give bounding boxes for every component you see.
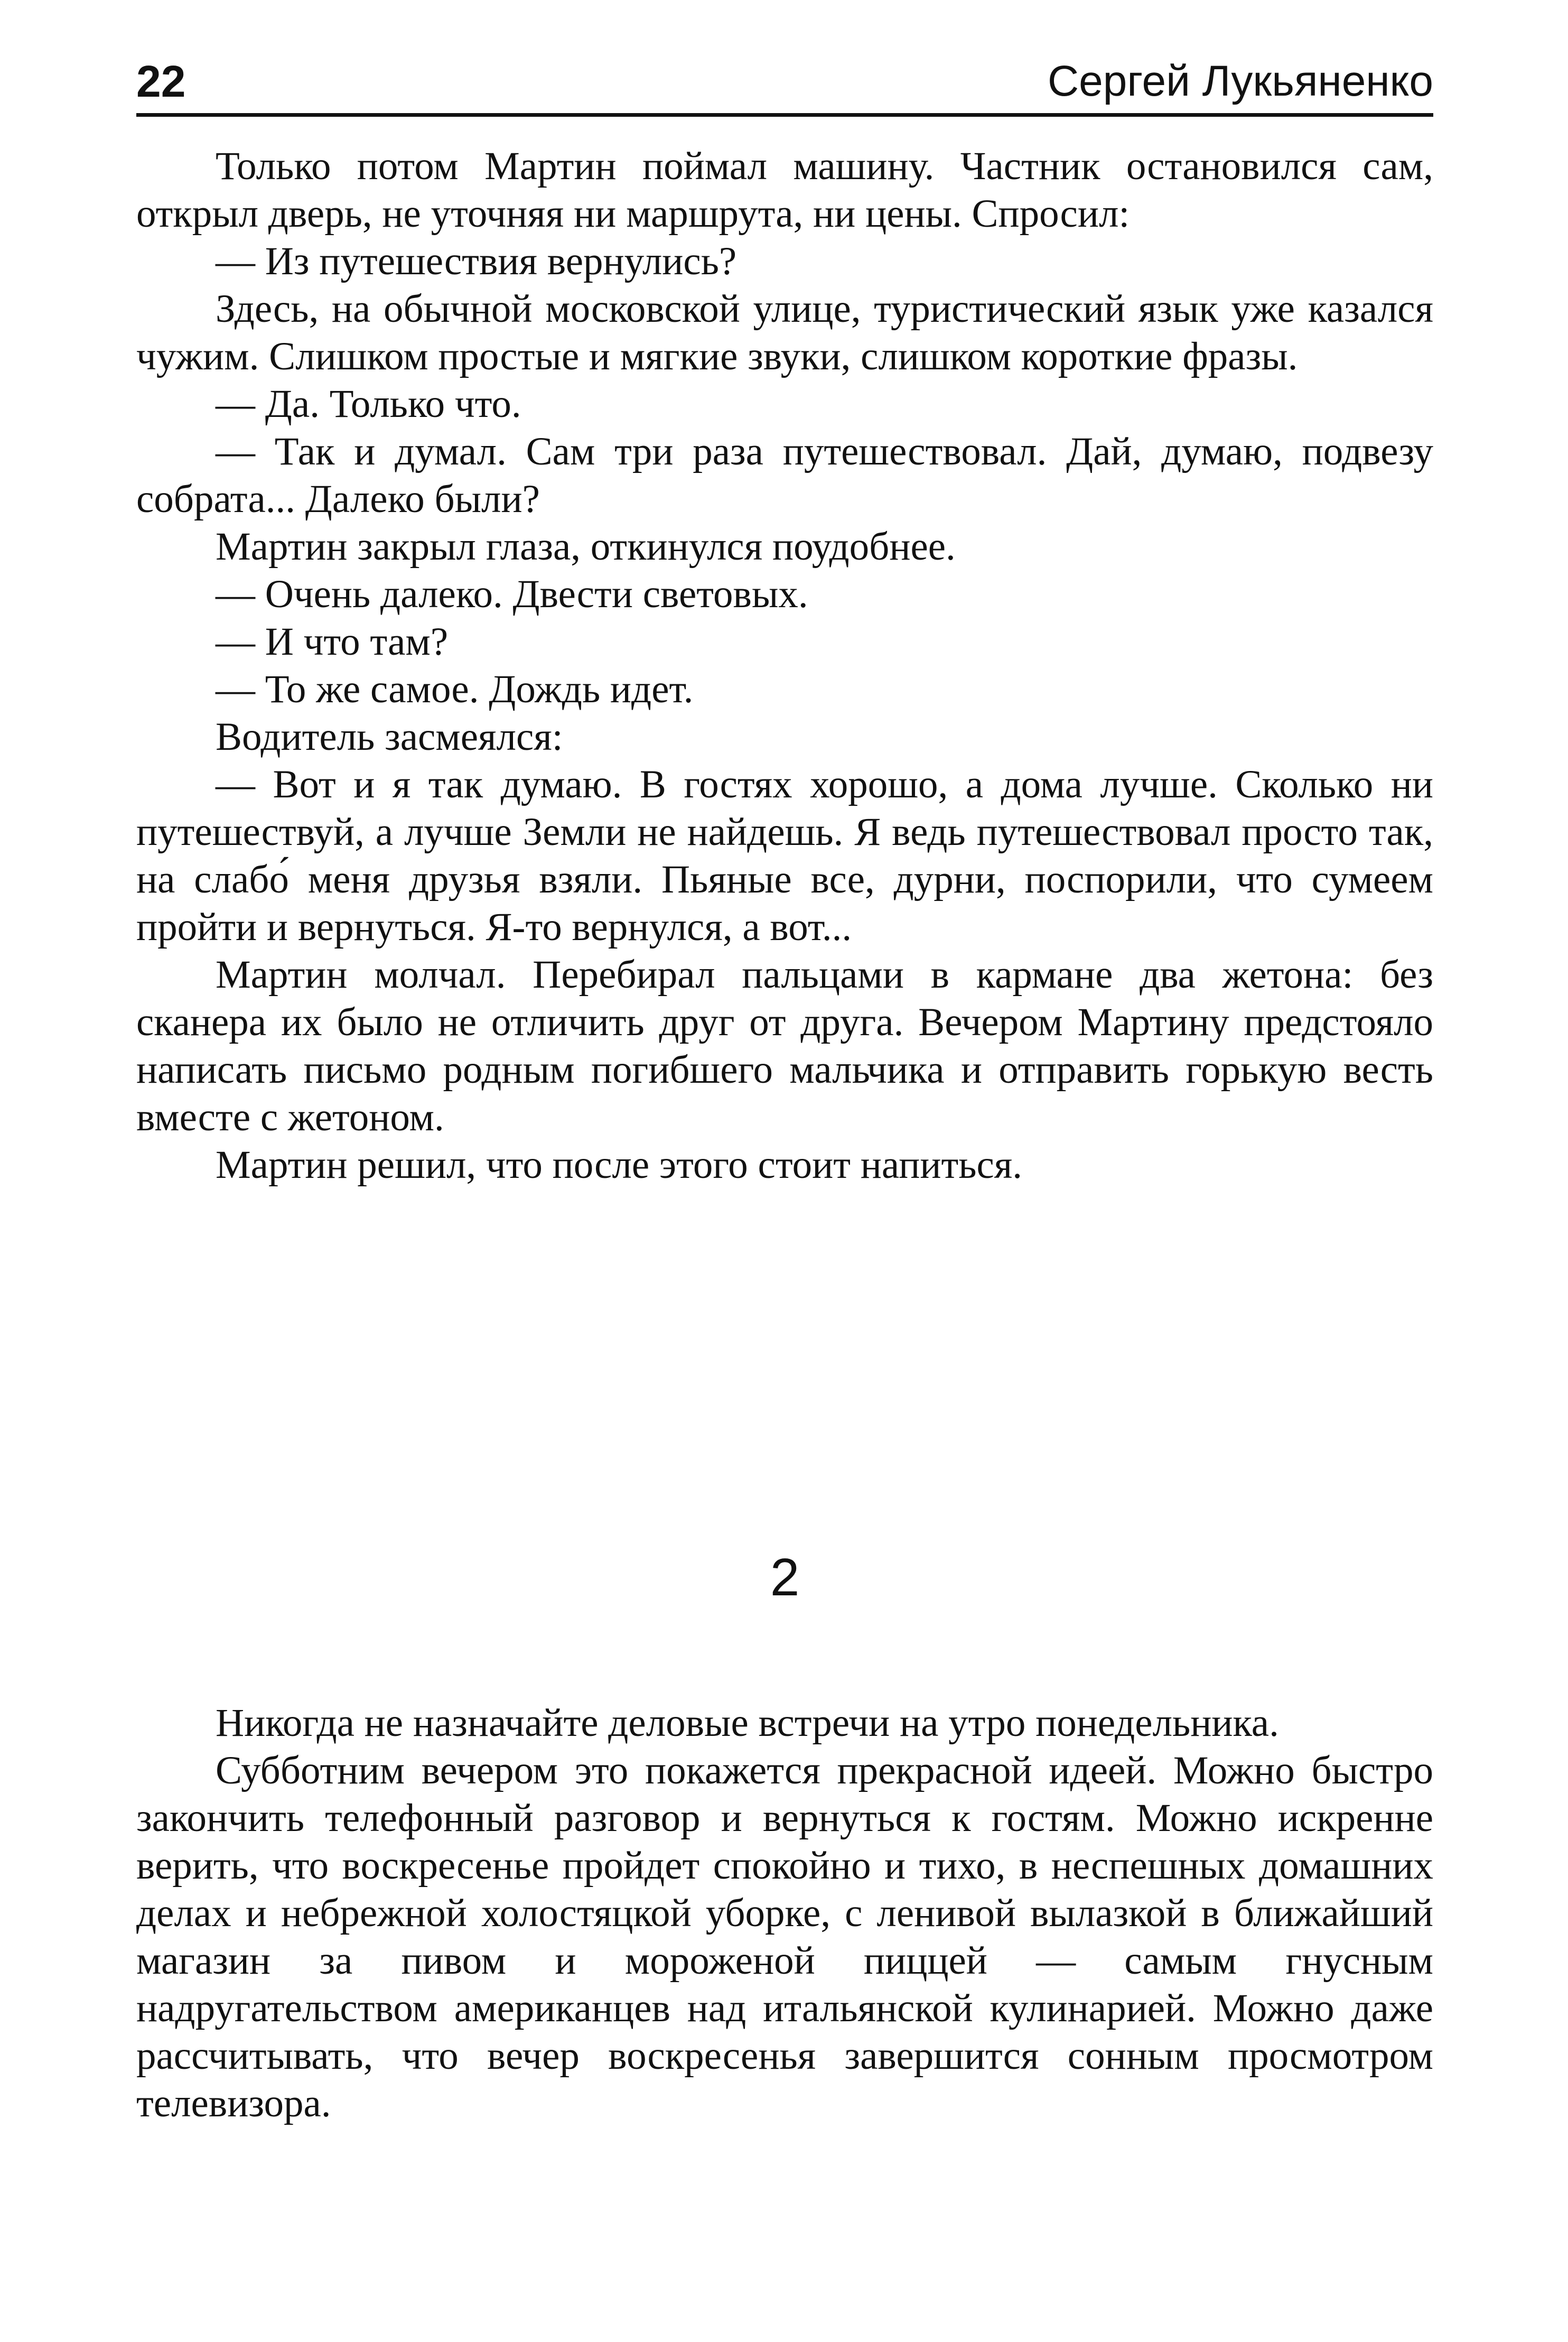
paragraph: — Очень далеко. Двести световых. [216, 572, 808, 616]
paragraph: Мартин молчал. Перебирал пальцами в кармане два жетона: без сканера их было не отличить друг от друга. Вечером Мартину предстояло написать письмо родным погибшего мальчика и отправить горькую весть вместе с жетоном. [136, 953, 1433, 1139]
chapter-number: 2 [770, 1548, 800, 1607]
paragraph: — Из путешествия вернулись? [216, 239, 737, 283]
page-header [136, 51, 1433, 109]
paragraph: — Так и думал. Сам три раза путешествовал. Дай, думаю, подвезу собрата... Далеко были? [136, 430, 1433, 521]
text-block-chapter-end [136, 143, 1433, 1189]
header-rule [136, 113, 1433, 117]
paragraph: Субботним вечером это покажется прекрасной идеей. Можно быстро закончить телефонный разговор и вернуться к гостям. Можно искренне верить, что воскресенье пройдет спокойно и тихо, в неспешных домашних делах и небрежной холостяцкой уборке, с ленивой вылазкой в ближайший магазин за пивом и мороженой пиццей — самым гнусным надругательством американцев над итальянской кулинарией. Можно даже рассчитывать, что вечер воскресенья завершится сонным просмотром телевизора. [136, 1749, 1433, 2125]
paragraph: — Вот и я так думаю. В гостях хорошо, а дома лучше. Сколько ни путешествуй, а лучше Земли не найдешь. Я ведь путешествовал просто так, на слабо́ меня друзья взяли. Пьяные все, дурни, поспорили, что сумеем пройти и вернуться. Я-то вернулся, а вот... [136, 763, 1433, 949]
paragraph: — И что там? [216, 620, 449, 664]
paragraph: Здесь, на обычной московской улице, туристический язык уже казался чужим. Слишком простые и мягкие звуки, слишком короткие фразы. [136, 287, 1433, 378]
text-block-chapter-start [136, 1699, 1433, 2127]
paragraph: Только потом Мартин поймал машину. Частник остановился сам, открыл дверь, не уточняя ни маршрута, ни цены. Спросил: [136, 144, 1433, 236]
paragraph: — Да. Только что. [216, 382, 521, 426]
paragraph: Мартин закрыл глаза, откинулся поудобнее. [216, 525, 956, 569]
paragraph: Мартин решил, что после этого стоит напиться. [216, 1143, 1022, 1187]
running-head-author: Сергей Лукьяненко [1047, 57, 1433, 105]
page-number: 22 [136, 57, 186, 106]
paragraph: — То же самое. Дождь идет. [216, 667, 694, 711]
paragraph: Никогда не назначайте деловые встречи на утро понедельника. [216, 1701, 1279, 1745]
paragraph: Водитель засмеялся: [216, 715, 563, 759]
